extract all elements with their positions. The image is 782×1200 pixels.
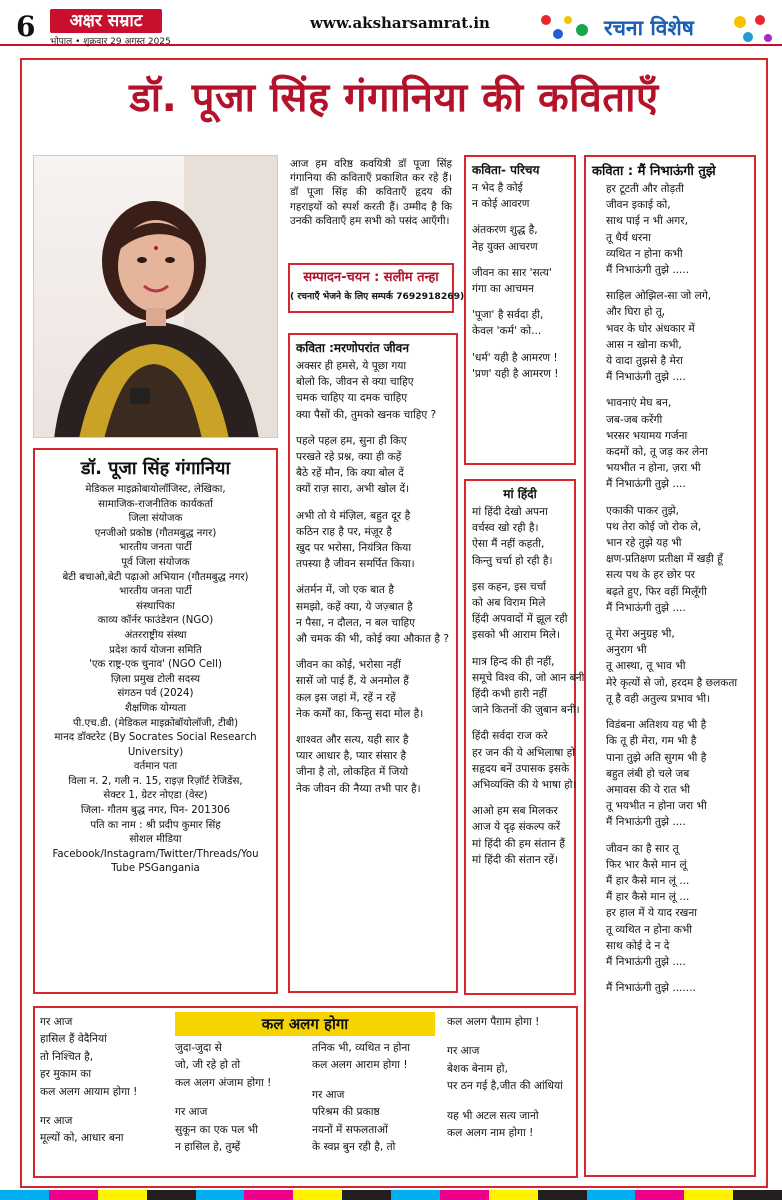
poem-line: मैं निभाऊंगी तुझे ....... (606, 982, 696, 995)
poem-line: सत्य पथ के हर छोर पर (606, 569, 695, 582)
poem-line: मैं निभाऊंगी तुझे ..... (606, 264, 690, 277)
poem-line: भरसर भयामय गर्जना (606, 429, 688, 442)
poem-line: तू मेरा अनुग्रह भी, (606, 628, 675, 641)
poem-line: सहृदय बनें उपासक इसके (472, 762, 570, 775)
poem-line: गंगा का आचमन (472, 283, 535, 296)
poem-line: बढ़ते हुए, फिर वहीं मिलूँगी (606, 585, 707, 598)
poem-line: अभी तो ये मंज़िल, बहुत दूर है (296, 509, 411, 522)
bio-line: अंतरराष्ट्रीय संस्था (124, 629, 187, 641)
poem-line: कल अलग अंजाम होगा ! (175, 1076, 272, 1089)
bio-line: संगठन पर्व (2024) (117, 688, 194, 700)
poem-line: कि तू ही मेरा, गम भी है (606, 735, 697, 748)
bio-line: पी.एच.डी. (मेडिकल माइक्रोबॉयोलॉजी, टीबी) (72, 717, 239, 729)
bio-line: जिला- गौतम बुद्ध नगर, पिन- 201306 (80, 805, 231, 817)
poem-kal-column (175, 1040, 271, 1156)
poem-line: प्यार आधार है, प्यार संसार है (296, 750, 407, 763)
poem-line: अभिव्यक्ति की ये भाषा हो। (472, 779, 577, 792)
poem-line: पाना तुझे अति सुगम भी है (606, 751, 707, 764)
poem-line: तपस्या है जीवन समर्पित किया। (296, 558, 415, 571)
poem-line: गर आज (312, 1088, 345, 1101)
section-title: रचना विशेष (604, 16, 694, 40)
poem-line: साथ कोई दे न दे (606, 939, 670, 952)
poem-line: केवल 'कर्म' को... (472, 325, 542, 338)
poem-line: के स्वप्न बुन रही है, तो (312, 1141, 396, 1154)
decorative-dots-icon (538, 12, 594, 42)
poem-kal-column (447, 1014, 563, 1142)
poem-line: मेरे कृत्यों से जो, हरदम है छलकता (606, 676, 738, 689)
poem-line: जाने कितनों की ज़ुबान बनी। (472, 704, 580, 717)
poem-line: जीवन इकाई को, (606, 199, 671, 212)
poem-marnoprant-box (288, 333, 458, 993)
bio-line: मानद डॉक्टरेट (By Socrates Social Research (54, 732, 257, 744)
bio-line: भारतीय जनता पार्टी (119, 586, 192, 598)
bio-line: मेडिकल माइक्रोबायोलॉजिस्ट, लेखिका, (85, 484, 226, 495)
poem-line: मैं निभाऊंगी तुझे .... (606, 955, 686, 968)
poem-line: फिर भार कैसे मान लूं (606, 858, 687, 871)
poem-line: मैं निभाऊंगी तुझे .... (606, 816, 686, 829)
poem-line: विडंबना अतिशय यह भी है (606, 719, 707, 732)
poem-line: कल अलग पैग़ाम होगा ! (447, 1016, 540, 1028)
poem-hindi-box (464, 479, 585, 995)
bio-line: Facebook/Instagram/Twitter/Threads/You (52, 848, 259, 860)
poem-line: पथ तेरा कोई जो रोक ले, (606, 520, 702, 533)
editor-box (288, 263, 465, 313)
poem-line: मैं निभाऊंगी तुझे .... (606, 478, 686, 491)
poem-line: तू भयभीत न होना जरा भी (606, 800, 707, 813)
poem-line: क्यों राज़ सारा, अभी खोल दें। (296, 483, 410, 496)
poem-line: और घिरा हो तू, (606, 306, 666, 319)
poem-line: इस कहन, इस चर्चा (472, 580, 547, 593)
poem-line: आज ये दृढ़ संकल्प करें (472, 821, 561, 834)
intro-text: आज हम वरिष्ठ कवयित्री डॉ पूजा सिंह गंगानिया की कविताएँ प्रकाशित कर रहे हैं। डॉ पूजा सिंह की कविताएँ हृदय की गहराइयों को स्पर्श करती हैं। उम्मीद है कि उनकी कविताएँ हम सभी को पसंद आएँगी। (290, 158, 452, 227)
poem-line: अनुराग भी (606, 644, 647, 657)
poem-line: गर आज (40, 1016, 73, 1028)
bio-line: एनजीओ प्रकोष्ठ (गौतमबुद्ध नगर) (94, 527, 217, 539)
poem-line: हर हाल में ये याद रखना (606, 907, 697, 920)
bio-line: काव्य कॉर्नर फाउंडेशन (NGO) (97, 615, 214, 627)
poem-line: गर आज (40, 1115, 73, 1128)
poem-line: कदमों को, तू जड़ कर लेना (606, 446, 708, 459)
poem-line: 'पूजा' है सर्वदा ही, (472, 309, 544, 322)
poem-line: बहुत लंबी हो चले जब (606, 767, 690, 780)
poem-line: कठिन राह है पर, मंज़ूर है (296, 525, 392, 538)
poem-parichay-box (464, 155, 576, 465)
poem-line: न कोई आवरण (472, 198, 530, 211)
poem-line: नेह युक्त आचरण (472, 240, 538, 253)
poem-line: पहले पहल हम, सुना ही किए (296, 434, 407, 447)
poem-line: क्या पैसों की, तुमको खनक चाहिए ? (296, 408, 437, 421)
poem-line: जीना है तो, लोकहित में जियो (296, 766, 409, 779)
bio-line: पूर्व जिला संयोजक (121, 556, 190, 568)
poem-line: गर आज (175, 1106, 208, 1119)
poem-line: साहिल ओझिल-सा जो लगे, (606, 290, 712, 303)
poem-line: जो, जी रहे हो तो (175, 1059, 241, 1072)
poem-line: हिंदी कभी हारी नहीं (472, 688, 547, 701)
bio-line: संस्थापिका (136, 600, 175, 612)
bio-line: बेटी बचाओ,बेटी पढ़ाओ अभियान (गौतमबुद्ध नगर) (62, 571, 249, 583)
poem-body (592, 181, 748, 996)
poem-line: मां हिंदी की संतान रहें। (472, 853, 558, 866)
bio-line: Tube PSGangania (111, 863, 200, 875)
poem-line: औ चमक की भी, कोई क्या औकात है ? (296, 633, 450, 646)
poem-line: कल अलग आराम होगा ! (312, 1059, 408, 1072)
poem-title: मां हिंदी (503, 487, 537, 501)
poem-line: 'धर्म' यही है आमरण ! (472, 351, 558, 364)
poem-line: अक्सर ही हमसे, ये पूछा गया (296, 360, 407, 372)
poem-line: एकाकी पाकर तुझे, (606, 504, 679, 517)
poem-line: तू व्यथित न होना कभी (606, 923, 693, 936)
poem-line: भान रहे तुझे यह भी (606, 537, 682, 550)
poem-line: मात्र हिन्द की ही नहीं, (472, 655, 555, 668)
bio-line: जिला संयोजक (128, 513, 183, 525)
poem-line: भावनाएं मेघ बन, (606, 397, 672, 410)
poem-line: हासिल हैं वेदैनियां (40, 1033, 107, 1046)
bio-line: University) (127, 746, 184, 758)
poem-line: बेशक बेनाम हो, (447, 1062, 508, 1075)
poem-line: साथ पाई न भी अगर, (606, 215, 688, 228)
poem-line: बोलो कि, जीवन से क्या चाहिए (296, 376, 414, 389)
bio-line: वर्तमान पता (133, 761, 178, 773)
poem-line: कल अलग आयाम होगा ! (40, 1085, 138, 1098)
poem-line: मां हिंदी देखो अपना (472, 506, 548, 518)
bio-line: सामाजिक-राजनीतिक कार्यकर्ता (98, 498, 213, 510)
poem-line: को अब विराम मिले (472, 597, 546, 610)
poem-line: हिंदी सर्वदा राज करे (472, 730, 548, 743)
bio-lines (39, 483, 272, 877)
poem-line: जीवन का कोई, भरोसा नहीं (296, 659, 401, 672)
poem-title: कविता :मरणोपरांत जीवन (296, 341, 409, 355)
poem-line: हर टूटती और तोड़ती (606, 183, 684, 195)
poem-line: मूल्यों को, आधार बना (40, 1132, 124, 1145)
poem-line: नयनों में सफलताओं (312, 1123, 388, 1136)
author-photo (33, 155, 278, 438)
poem-line: नेक कर्मों का, किन्तु सदा मोल है। (296, 707, 424, 720)
poem-line: कल इस जहां में, रहें न रहें (296, 691, 396, 704)
poem-kal-column (40, 1014, 137, 1148)
poem-line: हर मुकाम का (40, 1068, 92, 1081)
poem-line: जब-जब करेंगी (606, 413, 663, 426)
poem-line: समझो, कहें क्या, ये जज़्बात है (296, 600, 413, 613)
color-bar (0, 1190, 782, 1200)
author-bio-box (33, 448, 278, 994)
poem-line: जुदा-जुदा से (175, 1042, 222, 1054)
poem-line: किन्तु चर्चा हो रही है। (472, 554, 553, 567)
poem-line: जीवन का सार 'सत्य' (472, 266, 552, 279)
poem-line: सुकून का एक पल भी (175, 1123, 258, 1136)
author-name: डॉ. पूजा सिंह गंगानिया (80, 458, 231, 479)
poem-line: तो निश्चित है, (40, 1050, 94, 1063)
newspaper-logo[interactable]: अक्षर सम्राट (50, 9, 162, 33)
poem-line: तू आस्था, तू भाव भी (606, 660, 686, 673)
poem-line: न भेद है कोई (472, 182, 523, 194)
poem-line: इसको भी आराम मिले। (472, 629, 561, 642)
poem-title: कविता : मैं निभाऊंगी तुझे (592, 164, 716, 179)
poem-line: मां हिंदी की हम संतान हैं (472, 837, 565, 850)
poem-line: हर जन की ये अभिलाषा हो (472, 746, 576, 759)
bio-line: सेक्टर 1, ग्रेटर नोएडा (वेस्ट) (103, 790, 208, 802)
poem-line: न पैसा, न दौलत, न बल चाहिए (296, 616, 416, 629)
poem-body (296, 358, 450, 797)
bio-line: पति का नाम : श्री प्रदीप कुमार सिंह (90, 819, 221, 831)
bio-line: प्रदेश कार्य योजना समिति (109, 644, 202, 656)
poem-line: अंतर्मन में, जो एक बात है (296, 584, 394, 597)
poem-line: परखते रहे प्रश्न, क्या ही कहें (296, 451, 402, 464)
poem-line: चमक चाहिए या दमक चाहिए (296, 392, 408, 405)
poem-line: क्षण-प्रतिक्षण प्रतीक्षा में खड़ी हूँ (606, 553, 723, 566)
bio-line: विला न. 2, गली न. 15, राइज़ रिज़ॉर्ट रेजिडेंस, (68, 775, 243, 787)
poem-line: पर ठन गई है,जीत की आंधियां (447, 1080, 563, 1093)
poem-line: अमावस की ये रात भी (606, 783, 691, 796)
poem-line: नेक जीवन की नैय्या तभी पार है। (296, 782, 421, 795)
poem-body (472, 504, 585, 868)
poem-line: बैठे रहें मौन, कि क्या बोल दें (296, 467, 404, 480)
poem-line: शाश्वत और सत्य, यही सार है (296, 734, 409, 747)
editor-contact: ( रचनाएँ भेजने के लिए सम्पर्क 7692918269) (290, 291, 465, 302)
poem-line: ऐसा मैं नहीं कहती, (472, 538, 545, 551)
poem-line: 'प्रण' यही है आमरण ! (472, 367, 559, 380)
poem-body (472, 180, 568, 382)
bio-line: ज़िला प्रमुख टोली सदस्य (110, 673, 201, 685)
poem-line: अंतकरण शुद्ध है, (472, 224, 538, 237)
poem-line: मैं हार कैसे मान लूं ... (606, 874, 690, 887)
poem-line: ये वादा तुझसे है मेरा (606, 355, 683, 368)
poem-line: खुद पर भरोसा, नियंत्रित किया (296, 542, 412, 555)
poem-line: जीवन का है सार तू (606, 842, 679, 855)
poem-nibhaungi-box (584, 155, 756, 1177)
poem-line: भयभीत न होना, ज़रा भी (606, 462, 701, 475)
poem-line: न हासिल हे, तुम्हें (175, 1141, 241, 1154)
poem-line: सासें जो पाई हैं, ये अनमोल हैं (296, 675, 409, 688)
portrait-image-icon (34, 156, 278, 438)
poem-title: कविता- परिचय (472, 163, 540, 177)
bio-line: 'एक राष्ट्र-एक चुनाव' (NGO Cell) (89, 659, 222, 671)
poem-line: परिश्रम की प्रकाष्ठ (312, 1106, 380, 1119)
poem-line: मैं हार कैसे मान लूं ... (606, 891, 690, 904)
poem-line: तनिक भी, व्यथित न होना (312, 1042, 411, 1054)
poem-title: कल अलग होगा (175, 1012, 435, 1036)
bio-line: भारतीय जनता पार्टी (119, 542, 192, 554)
poem-line: आस न खोना कभी, (606, 338, 682, 351)
poem-line: मैं निभाऊंगी तुझे .... (606, 601, 686, 614)
poem-line: हिंदी अपवादों में झूल रही (472, 613, 568, 626)
poem-line: समूचे विश्व की, जो आन बनी (472, 671, 585, 684)
bio-line: शैक्षणिक योग्यता (124, 702, 187, 714)
decorative-dots-icon (730, 12, 776, 46)
page-number: 6 (16, 10, 36, 43)
website-link[interactable]: www.aksharsamrat.in (310, 14, 490, 32)
editor-name: सम्पादन-चयन : सलीम तन्हा (303, 270, 439, 285)
poem-line: तू धैर्य धरना (606, 231, 651, 244)
bio-line: सोशल मीडिया (129, 834, 182, 846)
poem-line: आओ हम सब मिलकर (472, 805, 558, 818)
poem-line: कल अलग नाम होगा ! (447, 1127, 534, 1140)
poem-line: भवर के घोर अंधकार में (606, 322, 695, 335)
poem-line: गर आज (447, 1045, 480, 1058)
poem-line: तू है वही अतुल्य प्रभाव भी। (606, 692, 711, 705)
dateline: भोपाल • शुक्रवार 29 अगस्त 2025 (50, 37, 171, 47)
poem-line: व्यथित न होना कभी (606, 247, 683, 260)
poem-line: मैं निभाऊंगी तुझे .... (606, 371, 686, 384)
page-title: डॉ. पूजा सिंह गंगानिया की कविताएँ (129, 75, 659, 121)
poem-line: यह भी अटल सत्य जानो (447, 1109, 539, 1122)
poem-kal-column (312, 1040, 410, 1156)
poem-line: वर्चस्व खो रही है। (472, 522, 539, 535)
